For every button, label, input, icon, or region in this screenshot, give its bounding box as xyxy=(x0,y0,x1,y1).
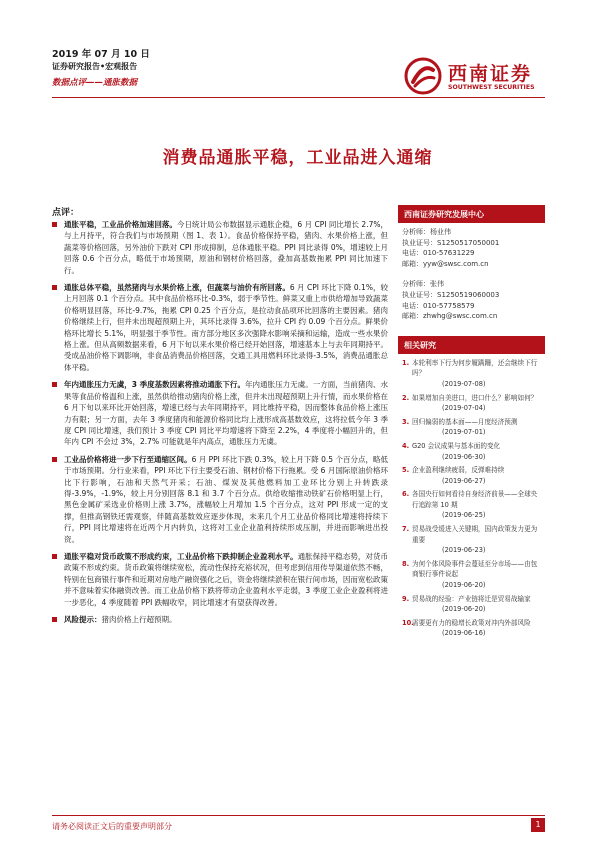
list-item-date: (2019-07-04) xyxy=(442,404,486,413)
list-item-date: (2019-06-25) xyxy=(442,511,486,520)
bullet-square-icon xyxy=(52,222,57,227)
risk-warning xyxy=(52,614,388,625)
brand-name-cn: 西南证券 xyxy=(448,63,533,85)
paragraph-body: 今日统计局公布数据显示通胀企稳，6 月 CPI 同比增长 2.7%，与上月持平，符合我们与市场预期（图 1、表 1）。食品价格保持平稳，猪肉、水果价格上涨，但蔬菜等价格回落，另外油价下跌对 CPI 形成抑制，总体通胀平稳。PPI 同比录得 0%，增速较上月回落 0.6 个百分点，略低于市场预期，原油和钢材价格回落，叠加高基数拖累 PPI 同比加速下行。 xyxy=(64,220,389,275)
list-item-number: 9. xyxy=(402,594,410,603)
bullet-square-icon xyxy=(52,617,57,622)
paragraph-body: 猪肉价格上行超预期。 xyxy=(101,615,177,624)
list-item[interactable] xyxy=(402,358,543,390)
list-item[interactable] xyxy=(402,594,543,615)
paragraph-body: 年内通胀压力无虞。一方面，当前猪肉、水果等食品价格温和上涨，虽然供给推动猪肉价格上涨，但并未出现超预期上升行情，而水果价格在 6 月下旬以来环比开始回落，增速已经与去年同期持平，同比维持平稳，因而整体食品价格上涨压力有限；另一方面，去年 3 季度猪肉和能源价格同比均上涨形成高基数效应，这将拉低今年 3 季度 CPI 同比增速，我们预计 3 季度 CPI 同比平均增速将下降至 2.2%，4 季度将小幅回升的，但年内 CPI 不会过 3%，2.7% 可能就是年内高点，通胀压力无虞。 xyxy=(64,380,388,447)
list-item[interactable] xyxy=(402,441,543,462)
list-item-number: 2. xyxy=(402,393,410,402)
list-item-number: 3. xyxy=(402,417,410,426)
paragraph-lead: 通胀总体平稳，虽然猪肉与水果价格上涨，但蔬菜与油价有所回落。 xyxy=(64,283,290,293)
bullet-square-icon xyxy=(52,382,57,387)
related-research-header: 相关研究 xyxy=(398,336,545,354)
paragraph xyxy=(52,454,388,545)
list-item-date: (2019-06-23) xyxy=(442,546,486,555)
analyst-phone: 电话：010-57758579 xyxy=(402,301,475,310)
brand-name-en: SOUTHWEST SECURITIES xyxy=(448,84,535,91)
list-item[interactable] xyxy=(402,559,543,591)
paragraph xyxy=(52,219,388,276)
list-item-date: (2019-06-30) xyxy=(442,452,486,461)
sidebar xyxy=(398,205,545,642)
paragraph-body: 6 月 CPI 环比下降 0.1%，较上月回落 0.1 个百分点。其中食品价格环比-0.3%，弱于季节性。鲜菜又重上市供给增加导致蔬菜价格明显回落，环比-9.7%，拖累 CPI 0.25 个百分点，是拉动食品项环比回落的主要因素。猪肉价格继续上行，但并未出现超预期上升，其环比录得 3.6%，拉升 CPI 约 0.09 个百分点。鲜果价格环比增长 5.1%，明显强于季节性。南方部分地区多次强降水影响采摘和运输，造成一些水果价格上涨。但从高频数据来看，6 月下旬以来水果价格已经开始回落，增速基本上与去年同期持平。受成品油价格下调影响，非食品消费品价格回落，交通工具用燃料环比录得-3.5%，消费品通胀总体平稳。 xyxy=(64,283,389,372)
list-item-number: 4. xyxy=(402,441,410,450)
bullet-square-icon xyxy=(52,554,57,559)
report-subtitle: 数据点评——通胀数据 xyxy=(52,78,138,88)
paragraph xyxy=(52,551,388,608)
paragraph-body: 通胀保持平稳态势，对货币政策不形成约束。货币政策将继续宽松，流动性保持充裕状况，但考虑到信用传导渠道依然不畅，特别在包商银行事件和近期对房地产融资强化之后，资金将继续淤积在银行间市场，因而宽松政策并不意味着实体融资改善。而工业品价格下跌将带动企业盈利水平走弱，3 季度工业企业盈利将进一步恶化，4 季度随着 PPI 跌幅收窄，同比增速才有望获得改善。 xyxy=(64,551,389,607)
list-item-date: (2019-07-08) xyxy=(442,379,486,388)
report-type: 证券研究报告•宏观报告 xyxy=(52,62,138,71)
analyst-card xyxy=(398,275,545,321)
list-item-number: 7. xyxy=(402,525,410,534)
bullet-square-icon xyxy=(52,285,57,290)
analyst-card xyxy=(398,223,545,269)
list-item-title: G20 会议成果与基本面的变化 xyxy=(412,441,501,450)
list-item[interactable] xyxy=(402,618,543,639)
list-item[interactable] xyxy=(402,524,543,556)
paragraph-lead: 工业品价格将进一步下行至通缩区间。 xyxy=(64,454,192,464)
paragraph-lead: 风险提示： xyxy=(64,615,102,624)
list-item-date: (2019-06-20) xyxy=(442,605,486,614)
list-item-number: 1. xyxy=(402,358,410,367)
list-item-title: 本轮利率下行为何步履蹒跚，还会继续下行吗？ xyxy=(412,358,538,378)
list-item[interactable] xyxy=(402,489,543,521)
list-item-title: 回归偏弱的基本面——月度经济预测 xyxy=(412,417,518,426)
section-label: 点评： xyxy=(52,208,80,218)
list-item-title: 为何个体风险事件会蔓延至分市场——由包商银行事件说起 xyxy=(412,559,538,579)
paragraph-lead: 通胀平稳，工业品价格加速回落。 xyxy=(64,220,177,229)
list-item-title: 需要更有力的稳增长政策对冲内外部风险 xyxy=(412,618,531,627)
analyst-email[interactable]: 邮箱：yyw@swsc.com.cn xyxy=(402,259,489,268)
analyst-name: 分析师：张伟 xyxy=(402,280,444,289)
list-item-date: (2019-06-27) xyxy=(442,476,486,485)
list-item-title: 贸易战的经验：产业链将迁是贸易战输家 xyxy=(412,594,531,603)
list-item-number: 10. xyxy=(402,618,414,627)
list-item[interactable] xyxy=(402,465,543,486)
list-item-title: 企业盈利继续疲弱，反弹难持续 xyxy=(412,466,505,475)
list-item-date: (2019-07-01) xyxy=(442,428,486,437)
analyst-name: 分析师：杨业伟 xyxy=(402,228,451,236)
paragraph-lead: 通胀平稳对货币政策不形成约束，工业品价格下跌抑制企业盈利水平。 xyxy=(64,551,298,561)
analyst-email[interactable]: 邮箱：zhwhg@swsc.com.cn xyxy=(402,312,498,321)
list-item-number: 8. xyxy=(402,559,410,568)
list-item[interactable] xyxy=(402,417,543,438)
report-date: 2019 年 07 月 10 日 xyxy=(52,49,150,60)
list-item-number: 6. xyxy=(402,490,410,499)
bullet-square-icon xyxy=(52,457,57,462)
page-number: 1 xyxy=(531,818,545,832)
list-item-title: 如果增加自美进口，进口什么？影响如何？ xyxy=(412,393,538,402)
main-content xyxy=(52,219,388,631)
research-center-header: 西南证券研究发展中心 xyxy=(398,205,545,223)
paragraph-body: 6 月 PPI 环比下跌 0.3%，较上月下降 0.5 个百分点，略低于市场预期。分行业来看，PPI 环比下行主要受石油、钢材价格下行拖累。受 6 月国际原油价格环比下行影响，石油和天然气开采；石油、煤炭及其他燃料加工业环比分别上升转跌录得-3.9%，-1.9%，较上月分别回落 8.1 和 3.7 个百分点。供给收缩推动铁矿石价格明显上行，黑色金属矿采选业价格则上涨 3.7%，涨幅较上月增加 1.5 个百分点，这对 PPI 形成一定的支撑，但推高钢铁还需观察，伴随高基数效应逐步体现，未来几个月工业品价格同比增速将持续下行，PPI 同比增速将在近两个月内转负，这将对工业企业盈利持续形成压制，并进而影响进出投资。 xyxy=(64,454,388,544)
list-item-title: 各国央行如何看待自身经济前景——全球央行追踪第 10 期 xyxy=(412,490,538,509)
analyst-cert: 执业证号：S1250519060003 xyxy=(402,290,500,299)
brand-mark-icon xyxy=(404,57,442,95)
list-item-date: (2019-06-20) xyxy=(442,581,486,590)
paragraph xyxy=(52,379,388,447)
footer-divider xyxy=(52,815,545,816)
paragraph-lead: 年内通胀压力无虞，3 季度基数因素将推动通胀下行。 xyxy=(64,380,245,390)
list-item-title: 贸易战受缓进入关键期，国内政策发力更为重要 xyxy=(412,525,538,544)
report-title: 消费品通胀平稳，工业品进入通缩 xyxy=(162,148,433,168)
brand-logo xyxy=(404,57,554,101)
paragraph xyxy=(52,282,388,373)
list-item[interactable] xyxy=(402,393,543,414)
analyst-phone: 电话：010-57631229 xyxy=(402,249,475,258)
related-research-list xyxy=(398,354,545,639)
disclaimer-note: 请务必阅读正文后的重要声明部分 xyxy=(52,822,172,831)
analyst-cert: 执业证号：S1250517050001 xyxy=(402,238,500,247)
list-item-date: (2019-06-16) xyxy=(442,629,486,638)
list-item-number: 5. xyxy=(402,466,410,475)
